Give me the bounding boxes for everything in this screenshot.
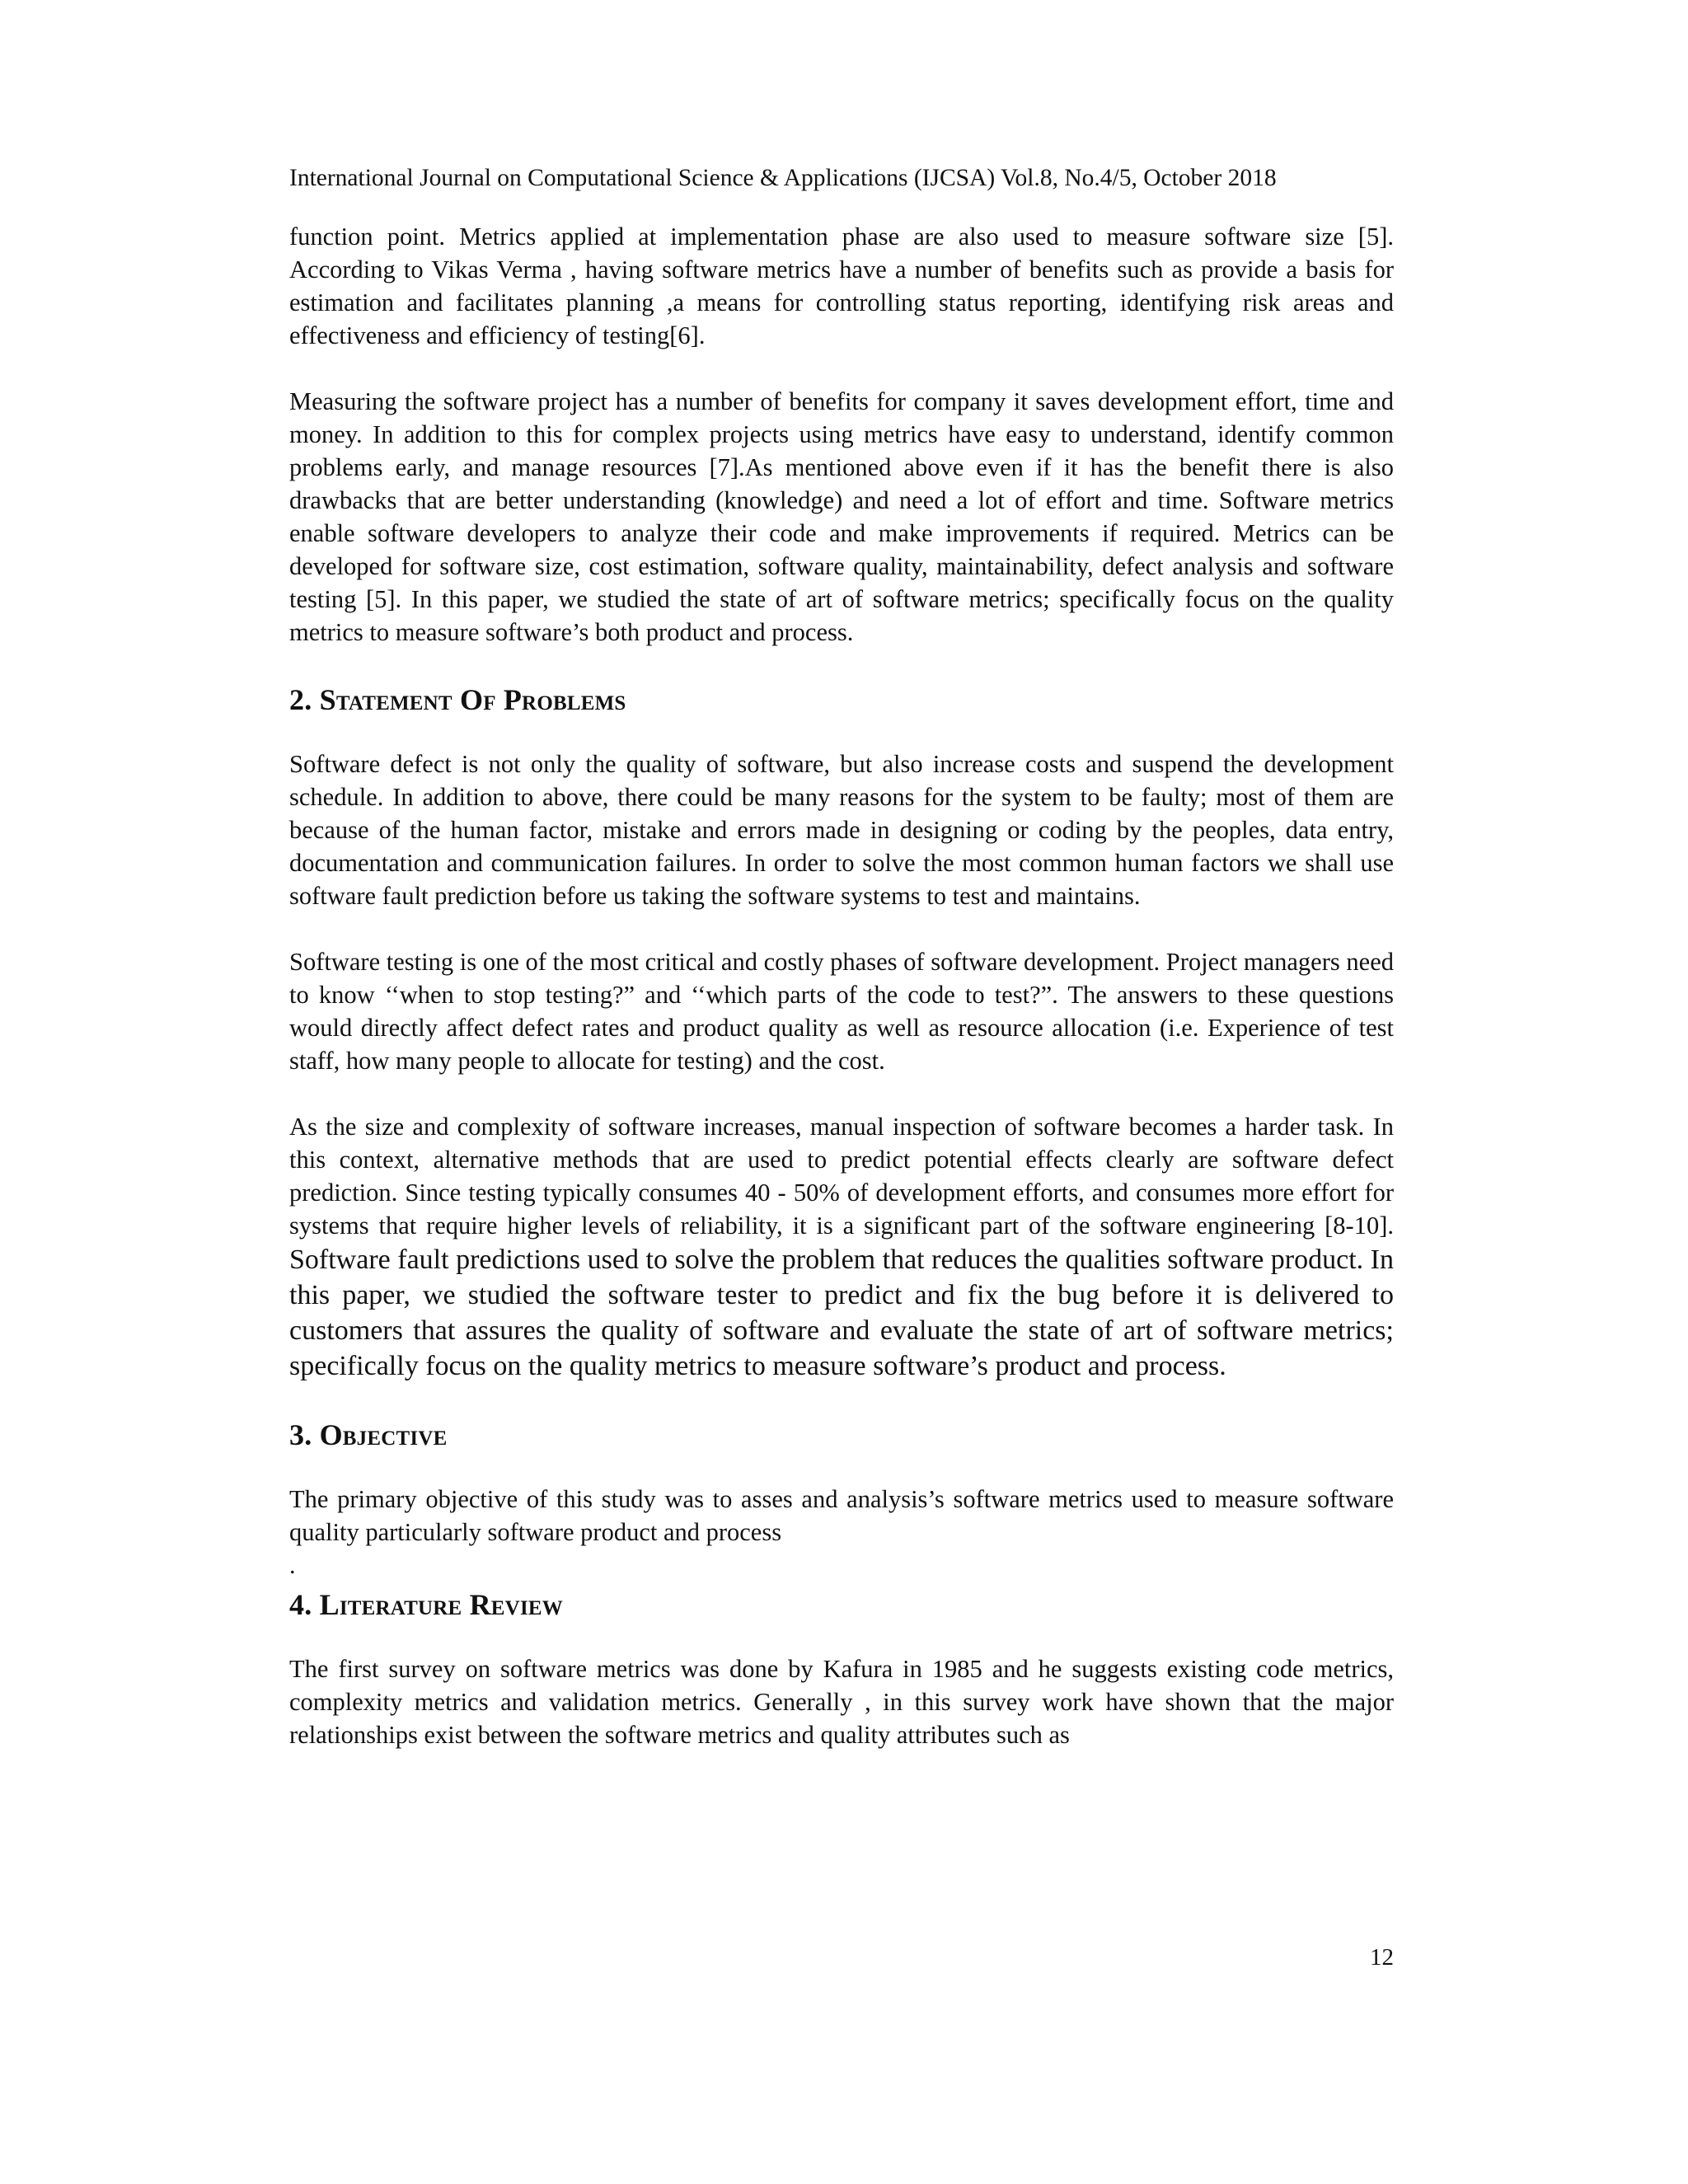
body-column — [289, 220, 1394, 1784]
paragraph-software-defect: Software defect is not only the quality of software, but also increase costs and suspend the development schedule. In addition to above, there could be many reasons for the system to be faulty; most of them are because of the human factor, mistake and errors made in designing or coding by the peoples, data entry, documentation and communication failures. In order to solve the most common human factors we shall use software fault prediction before us taking the software systems to test and maintains. — [289, 750, 1394, 910]
paragraph-measuring-benefits: Measuring the software project has a number of benefits for company it saves development effort, time and money. In addition to this for complex projects using metrics have easy to understand, identify common problems early, and manage resources [7].As mentioned above even if it has the benefit there is also drawbacks that are better understanding (knowledge) and need a lot of effort and time. Software metrics enable software developers to analyze their code and make improvements if required. Metrics can be developed for software size, cost estimation, software quality, maintainability, defect analysis and software testing [5]. In this paper, we studied the state of art of software metrics; specifically focus on the quality metrics to measure software’s both product and process. — [289, 387, 1394, 646]
stray-period: . — [289, 1552, 296, 1579]
paragraph-function-point: function point. Metrics applied at implementation phase are also used to measure software size [5]. According to Vikas Verma , having software metrics have a number of benefits such as provide a basis for estimation and facilitates planning ,a means for controlling status reporting, identifying risk areas and effectiveness and efficiency of testing[6]. — [289, 223, 1394, 349]
paragraph-size-complexity-part2: Software fault predictions used to solve the problem that reduces the qualities software product. In this paper, we studied the software tester to predict and fix the bug before it is delivered to customers that assures the quality of software and evaluate the state of art of software metrics; specifically focus on the quality metrics to measure software’s product and process. — [289, 1244, 1394, 1381]
paragraph-first-survey: The first survey on software metrics was done by Kafura in 1985 and he suggests existing code metrics, complexity metrics and validation metrics. Generally , in this survey work have shown that the major relationships exist between the software metrics and quality attributes such as — [289, 1655, 1394, 1749]
paragraph-software-testing: Software testing is one of the most critical and costly phases of software development. Project managers need to know ‘‘when to stop testing?” and ‘‘which parts of the code to test?”. The answers to these questions would directly affect defect rates and product quality as well as resource allocation (i.e. Experience of test staff, how many people to allocate for testing) and the cost. — [289, 948, 1394, 1075]
paragraph-primary-objective: The primary objective of this study was to asses and analysis’s software metrics used to measure software quality particularly software product and process — [289, 1485, 1394, 1546]
paragraph-size-complexity — [289, 1110, 1394, 1384]
section-number: 2. — [289, 683, 312, 716]
running-header: International Journal on Computational Science & Applications (IJCSA) Vol.8, No.4/5, October 2018 — [289, 165, 1277, 191]
section-number: 4. — [289, 1588, 312, 1621]
paragraph-size-complexity-part1: As the size and complexity of software increases, manual inspection of software becomes a harder task. In this context, alternative methods that are used to predict potential effects clearly are software defect prediction. Since testing typically consumes 40 - 50% of development efforts, and consumes more effort for systems that require higher levels of reliability, it is a significant part of the software engineering [8-10]. — [289, 1113, 1394, 1240]
section-number: 3. — [289, 1418, 312, 1451]
section-heading-objective — [289, 1417, 1394, 1453]
section-title: Literature Review — [319, 1588, 563, 1621]
page-number: 12 — [1370, 1944, 1394, 1971]
section-heading-statement-of-problems — [289, 682, 1394, 718]
section-title: Objective — [319, 1418, 448, 1451]
section-title: Statement Of Problems — [319, 683, 626, 716]
section-heading-literature-review — [289, 1586, 1394, 1623]
